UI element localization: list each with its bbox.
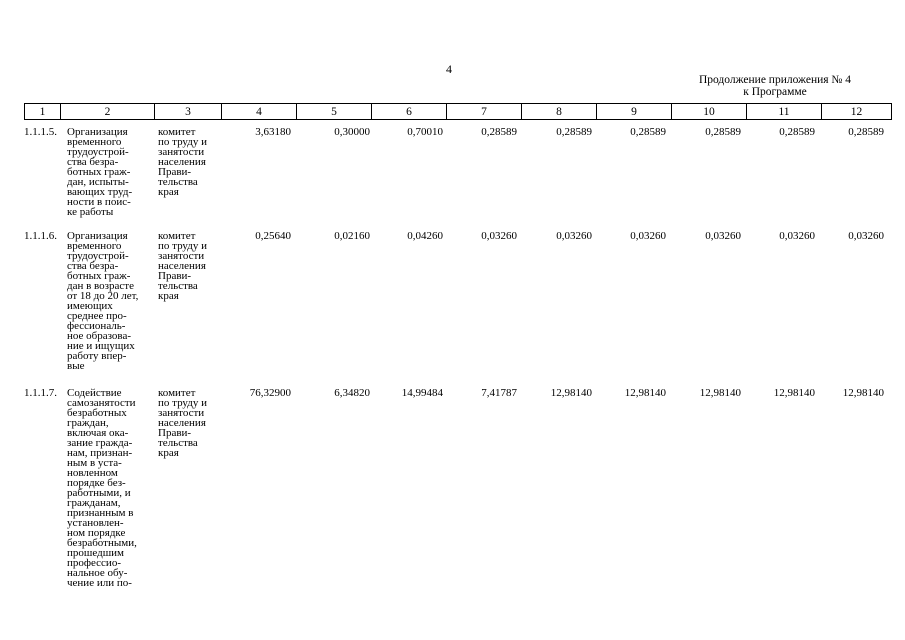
column-header-5: 5 <box>297 104 372 120</box>
column-header-4: 4 <box>222 104 297 120</box>
row-name-line: безработными, <box>67 537 137 549</box>
row-value-col-10: 0,28589 <box>705 126 741 138</box>
row-executor-line: занятости <box>158 407 205 419</box>
row-value-col-5: 0,30000 <box>334 126 370 138</box>
row-name-line: граждан, <box>67 417 109 429</box>
row-name-line: нам, признан- <box>67 447 133 459</box>
row-name-line: от 18 до 20 лет, <box>67 290 139 302</box>
column-header-3: 3 <box>155 104 222 120</box>
row-name-line: чение или по- <box>67 577 132 589</box>
row-name <box>67 388 151 588</box>
row-name-line: включая ока- <box>67 427 129 439</box>
row-name-line: ства безра- <box>67 260 119 272</box>
row-name-line: ном порядке <box>67 527 126 539</box>
column-header-11: 11 <box>747 104 822 120</box>
row-name-line: ке работы <box>67 206 114 218</box>
row-code: 1.1.1.5. <box>24 126 57 138</box>
row-code: 1.1.1.7. <box>24 387 57 399</box>
row-value-col-9: 0,28589 <box>630 126 666 138</box>
row-executor-line: по труду и <box>158 397 207 409</box>
row-executor-line: комитет <box>158 126 196 138</box>
row-executor-line: по труду и <box>158 240 207 252</box>
row-value-col-11: 0,28589 <box>779 126 815 138</box>
column-header-12: 12 <box>822 104 892 120</box>
row-executor-line: занятости <box>158 146 205 158</box>
row-name-line: временного <box>67 136 122 148</box>
row-value-col-11: 12,98140 <box>773 387 815 399</box>
row-name-line: ботных граж- <box>67 270 131 282</box>
row-executor-line: занятости <box>158 250 205 262</box>
column-header-1: 1 <box>25 104 61 120</box>
row-executor-line: тельства <box>158 437 198 449</box>
row-value-col-12: 0,03260 <box>848 230 884 242</box>
row-value-col-6: 0,70010 <box>407 126 443 138</box>
column-header-10: 10 <box>672 104 747 120</box>
row-value-col-5: 0,02160 <box>334 230 370 242</box>
row-executor-line: Прави- <box>158 166 192 178</box>
row-value-col-10: 12,98140 <box>699 387 741 399</box>
column-header-row <box>24 103 892 120</box>
row-executor-line: Прави- <box>158 427 192 439</box>
appendix-line-1: Продолжение приложения № 4 <box>698 74 852 86</box>
row-executor-line: Прави- <box>158 270 192 282</box>
row-executor-line: населения <box>158 417 206 429</box>
row-name-line: трудоустрой- <box>67 146 129 158</box>
row-code: 1.1.1.6. <box>24 230 57 242</box>
row-executor-line: края <box>158 186 179 198</box>
row-name-line: профессио- <box>67 557 121 569</box>
row-value-col-4: 0,25640 <box>255 230 291 242</box>
row-name-line: фессиональ- <box>67 320 126 332</box>
row-value-col-10: 0,03260 <box>705 230 741 242</box>
row-name-line: установлен- <box>67 517 124 529</box>
row-name-line: гражданам, <box>67 497 121 509</box>
row-name-line: трудоустрой- <box>67 250 129 262</box>
row-name-line: зание гражда- <box>67 437 133 449</box>
row-name-line: ное образова- <box>67 330 132 342</box>
row-name-line: имеющих <box>67 300 113 312</box>
row-value-col-8: 12,98140 <box>550 387 592 399</box>
row-name-line: новленном <box>67 467 118 479</box>
page-number: 4 <box>446 62 452 76</box>
row-name-line: работу впер- <box>67 350 127 362</box>
row-value-col-6: 14,99484 <box>401 387 443 399</box>
row-name-line: безработных <box>67 407 127 419</box>
row-value-col-9: 12,98140 <box>624 387 666 399</box>
row-value-col-8: 0,28589 <box>556 126 592 138</box>
row-executor-line: края <box>158 447 179 459</box>
row-executor-line: тельства <box>158 176 198 188</box>
row-executor-line: комитет <box>158 230 196 242</box>
row-name-line: дан в возрасте <box>67 280 134 292</box>
row-name-line: ства безра- <box>67 156 119 168</box>
row-value-col-9: 0,03260 <box>630 230 666 242</box>
row-name-line: ботных граж- <box>67 166 131 178</box>
row-value-col-6: 0,04260 <box>407 230 443 242</box>
appendix-line-2: к Программе <box>743 86 807 98</box>
row-name-line: ным в уста- <box>67 457 122 469</box>
row-name-line: среднее про- <box>67 310 127 322</box>
row-value-col-11: 0,03260 <box>779 230 815 242</box>
row-value-col-12: 0,28589 <box>848 126 884 138</box>
column-header-7: 7 <box>447 104 522 120</box>
row-name-line: ние и ищущих <box>67 340 135 352</box>
row-value-col-12: 12,98140 <box>842 387 884 399</box>
row-name-line: дан, испыты- <box>67 176 129 188</box>
row-value-col-7: 7,41787 <box>481 387 517 399</box>
row-name-line: Организация <box>67 230 128 242</box>
row-name <box>67 231 151 371</box>
row-executor-line: населения <box>158 156 206 168</box>
row-executor <box>158 388 222 458</box>
column-header-6: 6 <box>372 104 447 120</box>
row-value-col-8: 0,03260 <box>556 230 592 242</box>
row-name-line: прошедшим <box>67 547 125 559</box>
row-name-line: Содействие <box>67 387 122 399</box>
row-name-line: признанным в <box>67 507 134 519</box>
row-name-line: вающих труд- <box>67 186 133 198</box>
row-executor-line: по труду и <box>158 136 207 148</box>
row-name-line: ности в поис- <box>67 196 131 208</box>
row-name-line: Организация <box>67 126 128 138</box>
row-executor <box>158 127 222 197</box>
row-name-line: нальное обу- <box>67 567 128 579</box>
row-value-col-4: 3,63180 <box>255 126 291 138</box>
row-name <box>67 127 151 217</box>
row-name-line: временного <box>67 240 122 252</box>
row-name-line: работными, и <box>67 487 131 499</box>
row-value-col-7: 0,03260 <box>481 230 517 242</box>
row-name-line: вые <box>67 360 85 372</box>
row-executor-line: края <box>158 290 179 302</box>
row-name-line: самозанятости <box>67 397 136 409</box>
row-executor-line: населения <box>158 260 206 272</box>
row-value-col-4: 76,32900 <box>249 387 291 399</box>
row-executor-line: комитет <box>158 387 196 399</box>
row-name-line: порядке без- <box>67 477 126 489</box>
row-executor-line: тельства <box>158 280 198 292</box>
column-header-2: 2 <box>61 104 155 120</box>
appendix-header <box>680 74 870 98</box>
row-value-col-5: 6,34820 <box>334 387 370 399</box>
row-value-col-7: 0,28589 <box>481 126 517 138</box>
row-executor <box>158 231 222 301</box>
column-header-9: 9 <box>597 104 672 120</box>
column-header-8: 8 <box>522 104 597 120</box>
